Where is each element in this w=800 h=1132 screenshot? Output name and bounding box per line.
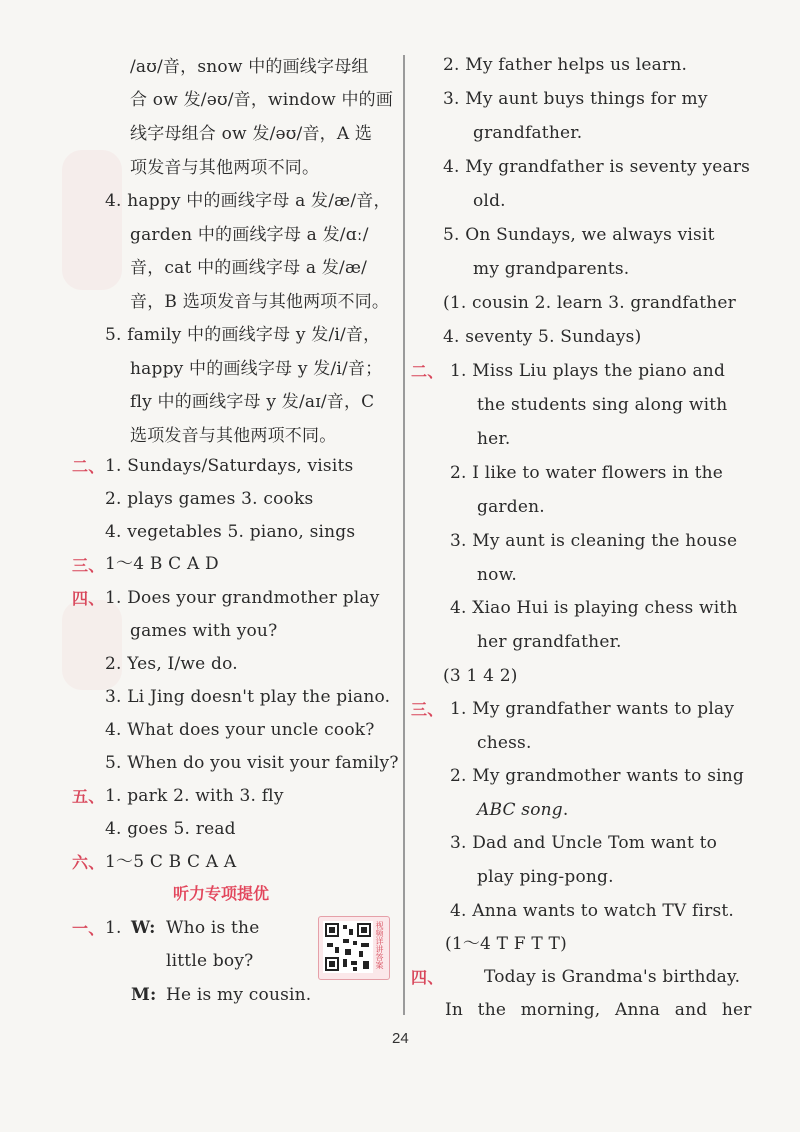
text-line: 1. My grandfather wants to play (450, 699, 735, 719)
text-line: fly 中的画线字母 y 发/aɪ/音，C (130, 392, 375, 412)
text-line: Today is Grandma's birthday. (484, 967, 741, 987)
text-line: 2. My father helps us learn. (443, 55, 688, 75)
dialog-line: little boy? (166, 951, 254, 971)
text-line: my grandparents. (473, 259, 630, 279)
text-line: chess. (477, 733, 532, 753)
text-line: 4. goes 5. read (105, 819, 236, 839)
text-line: 5. On Sundays, we always visit (443, 225, 715, 245)
text-line: 5. family 中的画线字母 y 发/i/音， (105, 325, 381, 345)
text-line: In the morning, Anna and her (445, 1000, 752, 1020)
section-label-listen: 一、 (72, 919, 105, 938)
text-line: 5. When do you visit your family? (105, 753, 399, 773)
text-line: old. (473, 191, 506, 211)
text-line: 线字母组合 ow 发/əʊ/音，A 选 (130, 124, 373, 144)
text-line: 3. Li Jing doesn't play the piano. (105, 687, 391, 707)
item-number: 1. (105, 918, 122, 938)
text-line: the students sing along with (477, 395, 728, 415)
text-line: play ping-pong. (477, 867, 614, 887)
text-line: 4. What does your uncle cook? (105, 720, 375, 740)
text-line: (1. cousin 2. learn 3. grandfather (443, 293, 737, 313)
text-line: 2. plays games 3. cooks (105, 489, 314, 509)
text-line: 4. seventy 5. Sundays) (443, 327, 642, 347)
paper-stain (62, 600, 122, 690)
text-line: 合 ow 发/əʊ/音，window 中的画 (130, 90, 394, 110)
section-label-4: 四、 (72, 589, 105, 608)
section-label-6: 六、 (72, 853, 105, 872)
section-label-5: 五、 (72, 787, 105, 806)
text-line: 1. Miss Liu plays the piano and (450, 361, 726, 381)
text-line: 4. Anna wants to watch TV first. (450, 901, 735, 921)
text-line: 项发音与其他两项不同。 (130, 158, 320, 178)
text-line: garden. (477, 497, 545, 517)
text-line: /aʊ/音，snow 中的画线字母组 (130, 57, 369, 77)
qr-caption: 视频详讲答案 (375, 921, 384, 969)
text-line: (1～4 T F T T) (445, 934, 567, 954)
text-line: 音，B 选项发音与其他两项不同。 (130, 292, 390, 312)
dialog-line: Who is the (166, 918, 260, 938)
column-divider (403, 55, 405, 1015)
text-line: 1～4 B C A D (105, 554, 219, 574)
text-line: 选项发音与其他两项不同。 (130, 426, 337, 446)
section-label-3: 三、 (72, 556, 105, 575)
text-line: grandfather. (473, 123, 583, 143)
text-line: garden 中的画线字母 a 发/ɑː/ (130, 225, 369, 245)
text-line: 3. Dad and Uncle Tom want to (450, 833, 718, 853)
text-line: 4. happy 中的画线字母 a 发/æ/音， (105, 191, 391, 211)
text-line: her grandfather. (477, 632, 622, 652)
section-label-3: 三、 (411, 700, 444, 719)
text-line: 音，cat 中的画线字母 a 发/æ/ (130, 258, 368, 278)
text-line: 2. Yes, I/we do. (105, 654, 238, 674)
text-line: 2. My grandmother wants to sing (450, 766, 744, 786)
text-line: happy 中的画线字母 y 发/i/音； (130, 359, 383, 379)
text-line: now. (477, 565, 517, 585)
text-line: ABC song. (477, 800, 569, 820)
paper-stain (62, 150, 122, 290)
text-line: games with you? (130, 621, 278, 641)
text-line: her. (477, 429, 511, 449)
text-line: 4. vegetables 5. piano, sings (105, 522, 356, 542)
text-line: (3 1 4 2) (443, 666, 518, 686)
dialog-line: He is my cousin. (166, 985, 312, 1005)
text-line: 1. Does your grandmother play (105, 588, 380, 608)
speaker-m: M: (131, 985, 157, 1005)
section-label-2: 二、 (411, 362, 444, 381)
text-line: 2. I like to water flowers in the (450, 463, 724, 483)
text-line: 3. My aunt buys things for my (443, 89, 708, 109)
text-line: 1. Sundays/Saturdays, visits (105, 456, 354, 476)
text-line: 4. Xiao Hui is playing chess with (450, 598, 738, 618)
text-line: 3. My aunt is cleaning the house (450, 531, 738, 551)
text-line: 1. park 2. with 3. fly (105, 786, 284, 806)
song-title: ABC song (477, 800, 563, 820)
text-line: 1～5 C B C A A (105, 852, 237, 872)
section-label-4: 四、 (411, 968, 444, 987)
qr-code-icon (323, 921, 373, 973)
text-line: 4. My grandfather is seventy years (443, 157, 751, 177)
page-number: 24 (392, 1030, 409, 1047)
speaker-w: W: (131, 918, 156, 938)
section-heading: 听力专项提优 (173, 884, 270, 903)
qr-code[interactable] (318, 916, 390, 980)
section-label-2: 二、 (72, 457, 105, 476)
